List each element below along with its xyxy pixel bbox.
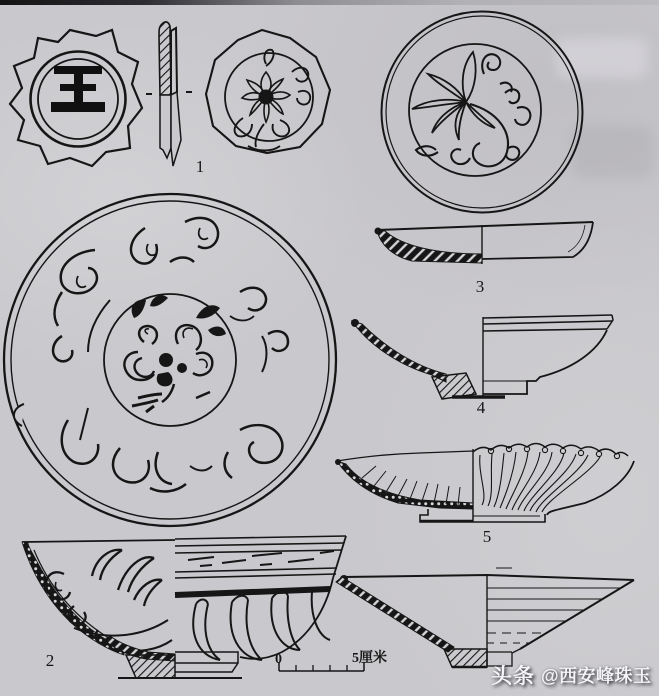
dish-top-view xyxy=(382,12,583,213)
rim-band-dashes xyxy=(188,551,334,566)
figure-2-decorated-bowl xyxy=(22,536,346,678)
lotus-petals xyxy=(242,72,290,122)
exterior-petals xyxy=(193,592,330,660)
scale-zero-label: 0 xyxy=(275,652,282,667)
string-lines xyxy=(487,588,620,643)
scale-length-label: 5厘米 xyxy=(352,651,387,666)
rim-band-lines xyxy=(175,536,346,578)
stem-and-curls xyxy=(416,54,530,166)
figure-2-label: 2 xyxy=(45,651,55,670)
watermark-account: @西安峰珠玉 xyxy=(541,666,652,686)
figure-5-label: 5 xyxy=(482,527,492,546)
figure-4-bowl-section xyxy=(351,315,613,399)
figure-1-label: 1 xyxy=(195,157,205,176)
watermark xyxy=(491,660,659,690)
figure-4-label: 4 xyxy=(476,398,486,417)
figure-1-mold-front-view xyxy=(10,30,142,166)
figure-1-side-profile xyxy=(146,22,192,166)
figure-3-label: 3 xyxy=(475,277,485,296)
figure-1-decorated-face xyxy=(206,30,330,153)
figure-5-fluted-dish-section xyxy=(335,444,634,523)
plate-top-view xyxy=(4,194,336,526)
center-flower xyxy=(124,295,226,412)
watermark-logo: 头条 xyxy=(491,665,535,688)
figure-3-dish-section xyxy=(375,222,594,264)
